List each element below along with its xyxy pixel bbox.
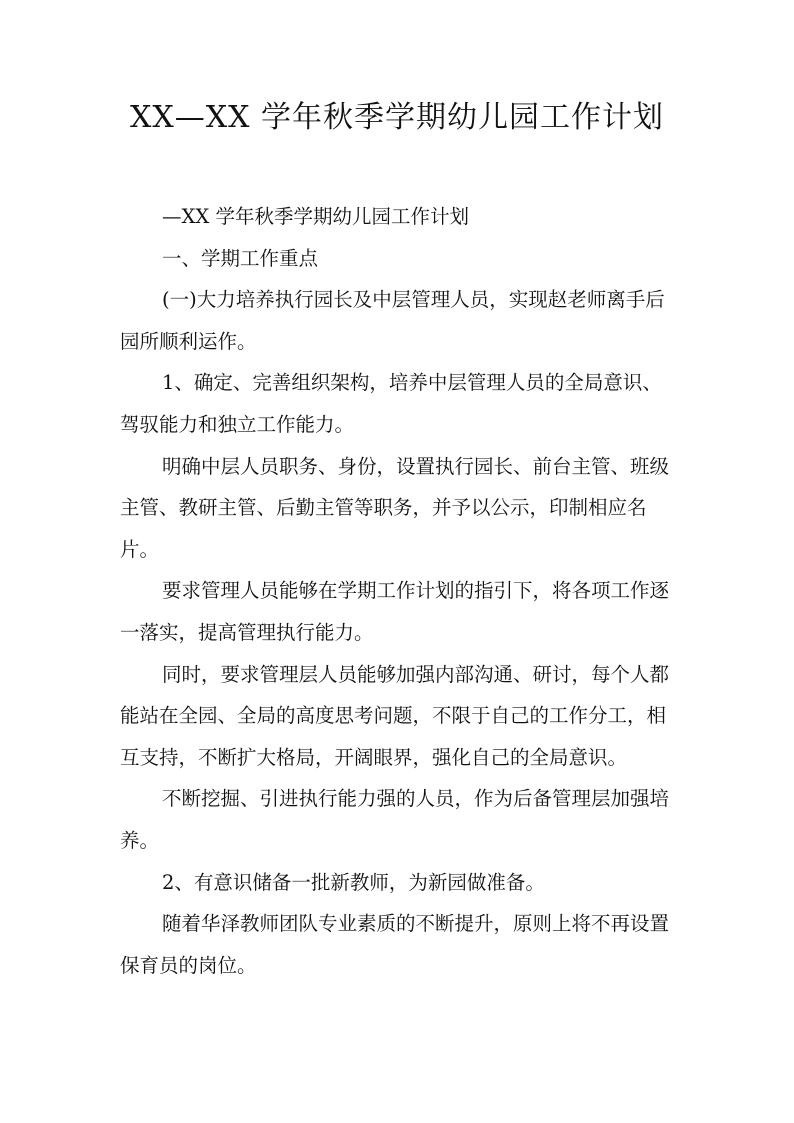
document-title: XX—XX 学年秋季学期幼儿园工作计划: [130, 100, 664, 135]
subtitle-paragraph: —XX 学年秋季学期幼儿园工作计划: [162, 205, 469, 228]
body-paragraph: 随着华泽教师团队专业素质的不断提升，原则上将不再设置保育员的岗位。: [120, 912, 670, 977]
section-heading: 一、学期工作重点: [162, 246, 319, 270]
body-paragraph: 明确中层人员职务、身份，设置执行园长、前台主管、班级主管、教研主管、后勤主管等职务，并予以公示，印制相应名片。: [120, 454, 670, 561]
body-paragraph: 同时，要求管理层人员能够加强内部沟通、研讨，每个人都能站在全园、全局的高度思考问题，不限于自己的工作分工，相互支持，不断扩大格局，开阔眼界，强化自己的全局意识。: [120, 662, 670, 769]
body-paragraph: 2、有意识储备一批新教师，为新园做准备。: [162, 870, 545, 894]
body-paragraph: 要求管理人员能够在学期工作计划的指引下，将各项工作逐一落实，提高管理执行能力。: [120, 579, 670, 644]
document-body: [120, 196, 680, 986]
body-paragraph: 1、确定、完善组织架构，培养中层管理人员的全局意识、驾驭能力和独立工作能力。: [120, 371, 662, 436]
subsection-heading: (一)大力培养执行园长及中层管理人员，实现赵老师离手后园所顺利运作。: [120, 288, 665, 353]
body-paragraph: 不断挖掘、引进执行能力强的人员，作为后备管理层加强培养。: [120, 787, 670, 852]
